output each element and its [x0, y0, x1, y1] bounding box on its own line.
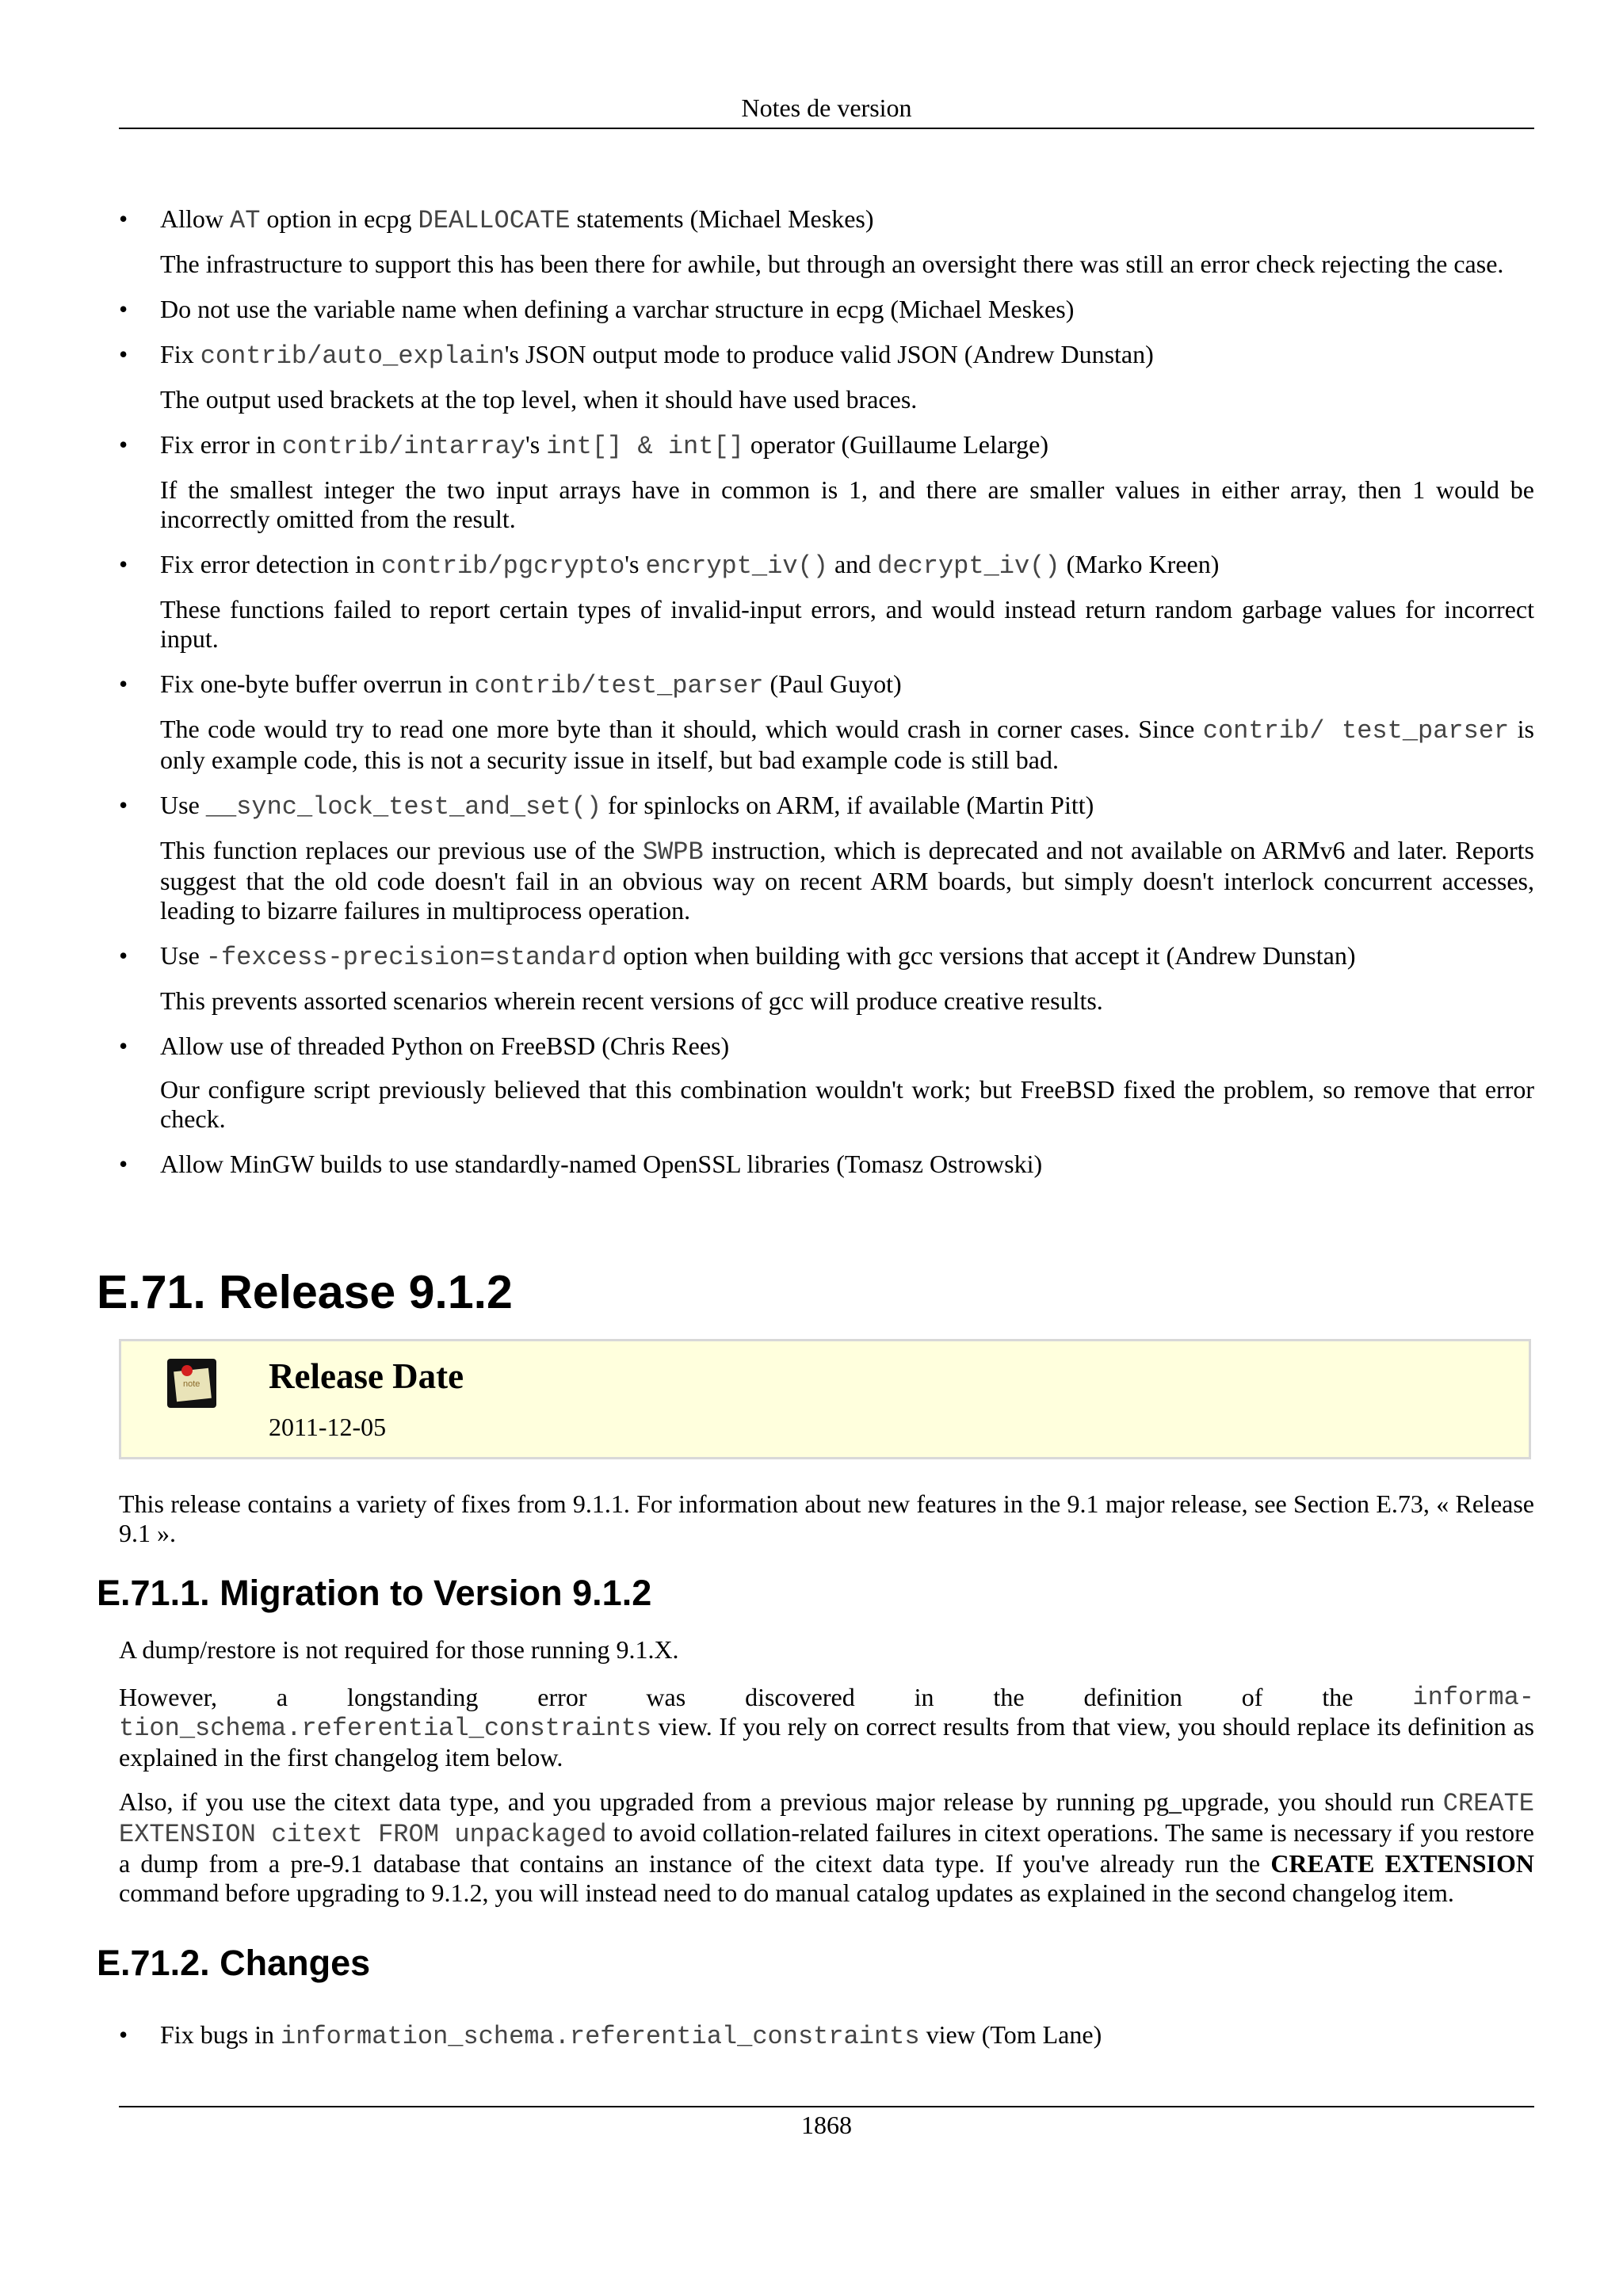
item-summary [160, 791, 1534, 822]
code-literal: contrib/auto_explain [200, 341, 505, 371]
text-run: This prevents assorted scenarios wherein recent versions of gcc will produce creative results. [160, 986, 1103, 1015]
code-literal: contrib/test_parser [474, 671, 764, 700]
text-run: Fix one-byte buffer overrun in [160, 669, 475, 698]
code-literal: CREATE EXTENSION citext FROM unpackaged [119, 1789, 1534, 1849]
bullet-list [119, 204, 1534, 1179]
list-item [119, 1150, 1534, 1179]
code-literal: SWPB [642, 837, 704, 867]
text-run: operator (Guillaume Lelarge) [743, 430, 1048, 459]
note-icon-label: note [183, 1379, 200, 1389]
migration-p2 [119, 1683, 1534, 1772]
list-item [119, 295, 1534, 324]
migration-p3: Also, if you use the citext data type, and you upgraded from a previous major release by running pg_upgrade, you should run CREATE EXTENSION citext FROM unpackaged to avoid collation-related failures in citext operations. The same is necessary if you restore a dump from a pre-9.1 database that contains an instance of the citext data type. If you've already run the CREATE EXTENSION command before upgrading to 9.1.2, you will instead need to do manual catalog updates as explained in the second changelog item. [119, 1787, 1535, 1907]
text-run: Fix error in [160, 430, 282, 459]
changes-heading: E.71.2. Changes [97, 1943, 371, 1983]
text-run: The code would try to read one more byte than it should, which would crash in corner cases. Since [160, 715, 1203, 743]
text-run: and [827, 550, 878, 578]
item-detail [160, 385, 1534, 414]
migration-p1: A dump/restore is not required for those running 9.1.X. [119, 1635, 679, 1664]
code-literal: decrypt_iv() [877, 551, 1060, 581]
changes-list [119, 2020, 1534, 2067]
release-intro: This release contains a variety of fixes from 9.1.1. For information about new features in the 9.1 major release, see Section E.73, « Release 9.1 ». [119, 1489, 1534, 1547]
code-literal: __sync_lock_test_and_set() [205, 792, 602, 822]
list-item: • Fix bugs in information_schema.referential_constraints view (Tom Lane) [119, 2020, 1534, 2051]
header-rule [119, 128, 1534, 129]
migration-p2-rest: tion_schema.referential_constraints view. If you rely on correct results from that view, you should replace its definition as explained in the first changelog item below. [119, 1712, 1534, 1772]
code-literal: contrib/intarray [281, 432, 525, 461]
text-run: This function replaces our previous use of the [160, 836, 643, 864]
page-header: Notes de version [741, 93, 912, 122]
word: error [537, 1683, 587, 1711]
code-literal: informa- [1412, 1683, 1534, 1712]
text-run: If the smallest integer the two input arrays have in common is 1, and there are smaller values in either array, then 1 would be incorrectly omitted from the result. [160, 475, 1534, 533]
release-date-note [119, 1339, 1531, 1459]
text-run: option when building with gcc versions that accept it (Andrew Dunstan) [617, 941, 1356, 970]
text-run: Allow use of threaded Python on FreeBSD (Chris Rees) [160, 1032, 730, 1060]
note-title: Release Date [269, 1356, 464, 1396]
text-run: option in ecpg [260, 204, 418, 233]
note-icon [167, 1359, 216, 1408]
text-run: (Paul Guyot) [763, 669, 902, 698]
code-literal: -fexcess-precision=standard [205, 943, 617, 972]
text-run: 's JSON output mode to produce valid JSON (Andrew Dunstan) [504, 340, 1154, 368]
item-summary [160, 1032, 1534, 1061]
code-literal: tion_schema.referential_constraints [119, 1714, 652, 1743]
page-number: 1868 [801, 2111, 852, 2139]
word: discovered [745, 1683, 855, 1711]
text-run: is only example code, this is not a security issue in itself, but bad example code is still bad. [160, 715, 1535, 774]
text-run: Fix [160, 340, 200, 368]
item-detail [160, 1075, 1534, 1134]
list-item [119, 791, 1534, 925]
release-heading: E.71. Release 9.1.2 [97, 1266, 513, 1318]
code-literal: int[] & int[] [546, 432, 744, 461]
item-summary [160, 941, 1534, 972]
item-detail [160, 715, 1534, 775]
text-run: (Marko Kreen) [1060, 550, 1220, 578]
text-run: Our configure script previously believed that this combination wouldn't work; but FreeBSD fixed the problem, so remove that error check. [160, 1075, 1534, 1133]
item-summary [160, 340, 1534, 371]
list-item [119, 204, 1534, 279]
code-literal: DEALLOCATE [418, 206, 571, 235]
release-date: 2011-12-05 [269, 1413, 387, 1441]
text-run: Allow [160, 204, 230, 233]
item-detail [160, 595, 1534, 654]
word: the [993, 1683, 1025, 1711]
list-item [119, 430, 1534, 534]
item-summary [160, 1150, 1534, 1179]
list-item [119, 669, 1534, 775]
item-detail [160, 836, 1534, 925]
list-item [119, 550, 1534, 654]
migration-heading: E.71.1. Migration to Version 9.1.2 [97, 1573, 652, 1613]
word: was [646, 1683, 686, 1711]
code-literal: information_schema.referential_constraints [281, 2022, 920, 2051]
item-summary [160, 550, 1534, 581]
text-run: 's [624, 550, 646, 578]
code-literal: AT [230, 206, 261, 235]
footer-rule [119, 2106, 1534, 2107]
word: the [1322, 1683, 1354, 1711]
migration-p2-line1 [119, 1683, 1534, 1712]
item-detail [160, 986, 1534, 1016]
word: longstanding [347, 1683, 479, 1711]
text-run: The output used brackets at the top level, when it should have used braces. [160, 385, 918, 414]
list-item [119, 340, 1534, 414]
item-summary [160, 669, 1534, 700]
word: However, [119, 1683, 217, 1711]
text-run: Fix error detection in [160, 550, 382, 578]
text-run: These functions failed to report certain types of invalid-input errors, and would instead return random garbage values for incorrect input. [160, 595, 1534, 653]
text-run: The infrastructure to support this has been there for awhile, but through an oversight there was still an error check rejecting the case. [160, 250, 1504, 278]
code-literal: encrypt_iv() [645, 551, 828, 581]
list-item [119, 941, 1534, 1016]
code-literal: contrib/ test_parser [1202, 716, 1510, 746]
bold-command: CREATE EXTENSION [1270, 1849, 1534, 1878]
word: definition [1083, 1683, 1182, 1711]
item-detail [160, 250, 1534, 279]
text-run: instruction, which is deprecated and not available on ARMv6 and later. Reports suggest that the old code doesn't fail in an obvious way on recent ARM boards, but simply doesn't interlock concurrent accesses, leading to bizarre failures in multiprocess operation. [160, 836, 1534, 925]
item-summary [160, 295, 1534, 324]
text-run: Use [160, 791, 206, 819]
word: in [914, 1683, 934, 1711]
word: a [276, 1683, 288, 1711]
text-run: Use [160, 941, 206, 970]
word: of [1241, 1683, 1263, 1711]
item-summary [160, 430, 1534, 461]
code-literal: contrib/pgcrypto [381, 551, 625, 581]
item-detail [160, 475, 1534, 534]
text-run: 's [525, 430, 547, 459]
list-item [119, 1032, 1534, 1134]
text-run: Do not use the variable name when defining a varchar structure in ecpg (Michael Meskes) [160, 295, 1075, 323]
changelog-continued [119, 204, 1534, 1195]
text-run: statements (Michael Meskes) [570, 204, 874, 233]
text-run: for spinlocks on ARM, if available (Martin Pitt) [601, 791, 1094, 819]
text-run: Allow MinGW builds to use standardly-named OpenSSL libraries (Tomasz Ostrowski) [160, 1150, 1043, 1178]
item-summary [160, 204, 1534, 235]
